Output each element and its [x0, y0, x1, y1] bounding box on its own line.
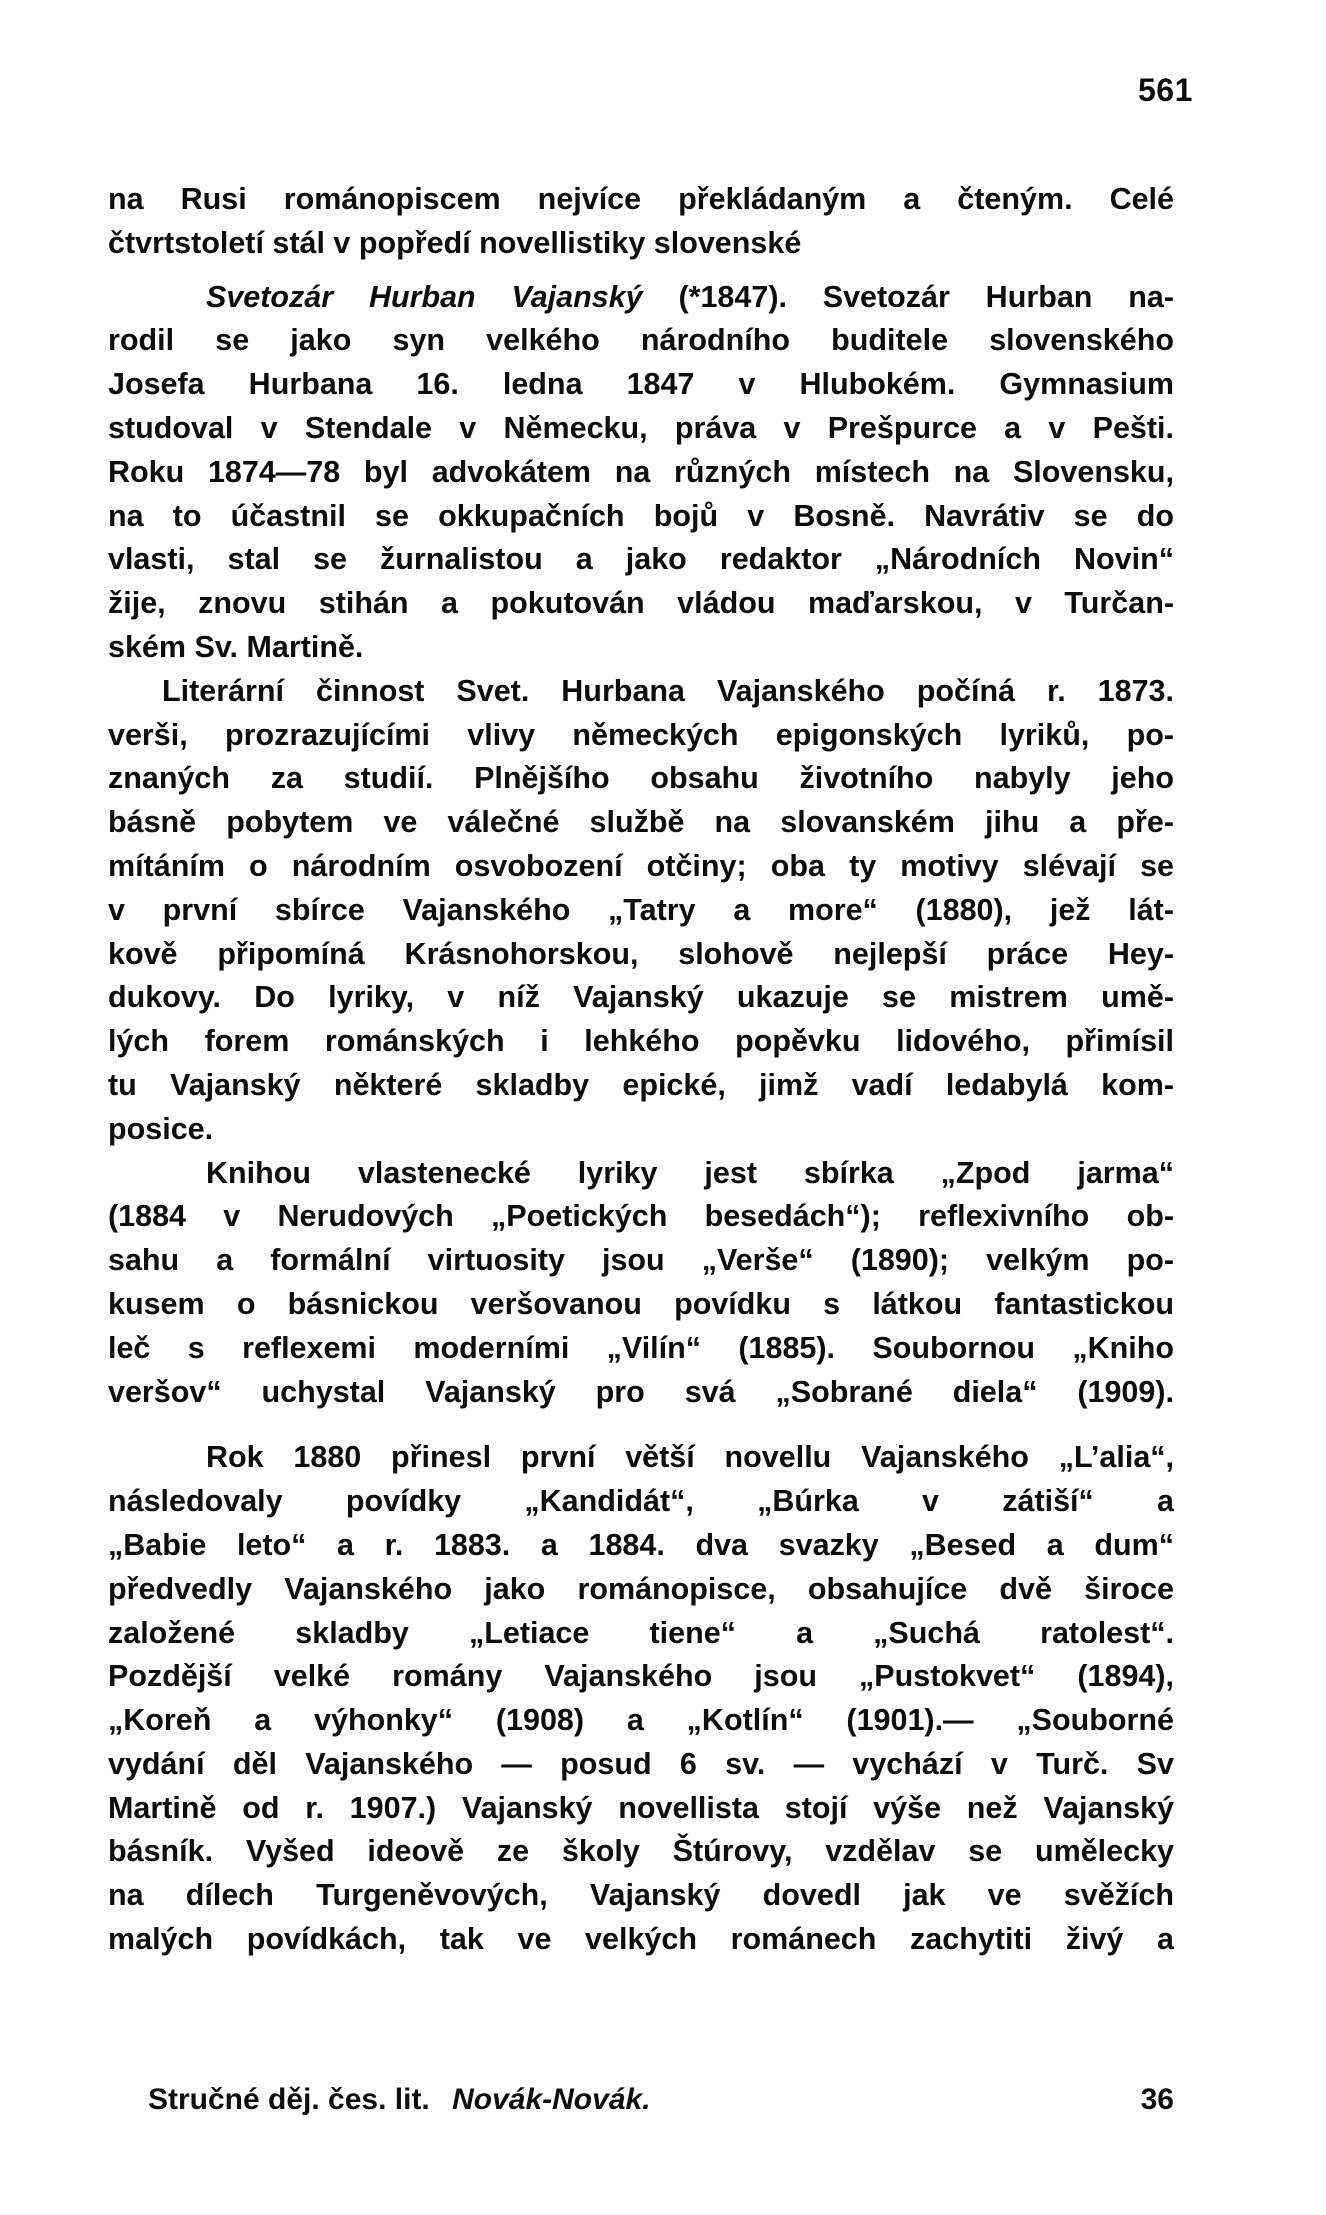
text-line: mítáním o národním osvobození otčiny; oba ty motivy slévají se [108, 848, 1174, 883]
text-line: tu Vajanský některé skladby epické, jimž vadí ledabylá kom- [108, 1067, 1174, 1102]
text-line: předvedly Vajanského jako románopisce, obsahujíce dvě široce [108, 1571, 1174, 1606]
text-line-rest: (*1847). Svetozár Hurban na- [678, 279, 1174, 314]
text-line: lých forem románských i lehkého popěvku lidového, přimísil [108, 1024, 1174, 1059]
body-text [108, 178, 1174, 1962]
text-line: žije, znovu stihán a pokutován vládou maďarskou, v Turčan- [108, 586, 1174, 621]
text-line: následovaly povídky „Kandidát“, „Búrka v zátiší“ a [108, 1484, 1174, 1519]
text-line: malých povídkách, tak ve velkých románech zachytiti živý a [108, 1922, 1174, 1957]
text-line: leč s reflexemi moderními „Vilín“ (1885). Soubornou „Kniho [108, 1330, 1174, 1365]
text-line: Martině od r. 1907.) Vajanský novellista stojí výše než Vajanský [108, 1790, 1174, 1825]
text-line: veršov“ uchystal Vajanský pro svá „Sobrané diela“ (1909). [108, 1374, 1174, 1409]
text-line: Pozdější velké romány Vajanského jsou „Pustokvet“ (1894), [108, 1659, 1174, 1694]
text-line: Josefa Hurbana 16. ledna 1847 v Hlubokém. Gymnasium [108, 367, 1174, 402]
text-line: Roku 1874—78 byl advokátem na různých místech na Slovensku, [108, 454, 1174, 489]
text-line: v první sbírce Vajanského „Tatry a more“ (1880), jež lát- [108, 892, 1174, 927]
text-line: na Rusi románopiscem nejvíce překládaným a čteným. Celé [108, 182, 1174, 216]
text-line: znaných za studií. Plnějšího obsahu životního nabyly jeho [108, 761, 1174, 796]
text-line: sahu a formální virtuosity jsou „Verše“ (1890); velkým po- [108, 1243, 1174, 1278]
page-footer [148, 2083, 1174, 2117]
footer-authors: Novák-Novák. [452, 2083, 651, 2116]
text-line: studoval v Stendale v Německu, práva v Prešpurce a v Pešti. [108, 410, 1174, 445]
text-line: „Koreň a výhonky“ (1908) a „Kotlín“ (1901).— „Souborné [108, 1703, 1174, 1738]
footer-book-title: Stručné děj. čes. lit. [148, 2083, 430, 2116]
page-number: 561 [1138, 72, 1193, 108]
text-line: (1884 v Nerudových „Poetických besedách“); reflexivního ob- [108, 1199, 1174, 1234]
footer-signature: 36 [1140, 2083, 1174, 2116]
text-line: vlasti, stal se žurnalistou a jako redaktor „Národních Novin“ [108, 542, 1174, 577]
text-line: vydání děl Vajanského — posud 6 sv. — vychází v Turč. Sv [108, 1746, 1174, 1781]
text-line: Literární činnost Svet. Hurbana Vajanského počíná r. 1873. [162, 673, 1174, 708]
text-line: kusem o básnickou veršovanou povídku s látkou fantastickou [108, 1286, 1174, 1321]
text-line: básně pobytem ve válečné službě na slovanském jihu a pře- [108, 805, 1174, 840]
text-line: posice. [108, 1111, 214, 1146]
text-line: Rok 1880 přinesl první větší novellu Vajanského „L’alia“, [206, 1440, 1174, 1475]
text-line: básník. Vyšed ideově ze školy Štúrovy, vzdělav se umělecky [108, 1834, 1174, 1869]
text-line: na dílech Turgeněvových, Vajanský dovedl jak ve svěžích [108, 1878, 1174, 1913]
text-line: založené skladby „Letiace tiene“ a „Suchá ratolest“. [108, 1615, 1174, 1650]
text-line: dukovy. Do lyriky, v níž Vajanský ukazuje se mistrem umě- [108, 980, 1174, 1015]
text-line: ském Sv. Martině. [108, 629, 364, 664]
author-heading: Svetozár Hurban Vajanský [206, 279, 643, 314]
footer-title-group [148, 2083, 651, 2117]
text-line: na to účastnil se okkupačních bojů v Bosně. Navrátiv se do [108, 498, 1174, 533]
text-line: „Babie leto“ a r. 1883. a 1884. dva svazky „Besed a dum“ [108, 1527, 1174, 1562]
text-line: čtvrtstoletí stál v popředí novellistiky slovenské [108, 225, 802, 260]
text-line: kově připomíná Krásnohorskou, slohově nejlepší práce Hey- [108, 936, 1174, 971]
text-line [108, 276, 1174, 320]
text-line: verši, prozrazujícími vlivy německých epigonských lyriků, po- [108, 717, 1174, 752]
text-line: Knihou vlastenecké lyriky jest sbírka „Zpod jarma“ [206, 1155, 1174, 1190]
text-line: rodil se jako syn velkého národního buditele slovenského [108, 323, 1174, 358]
